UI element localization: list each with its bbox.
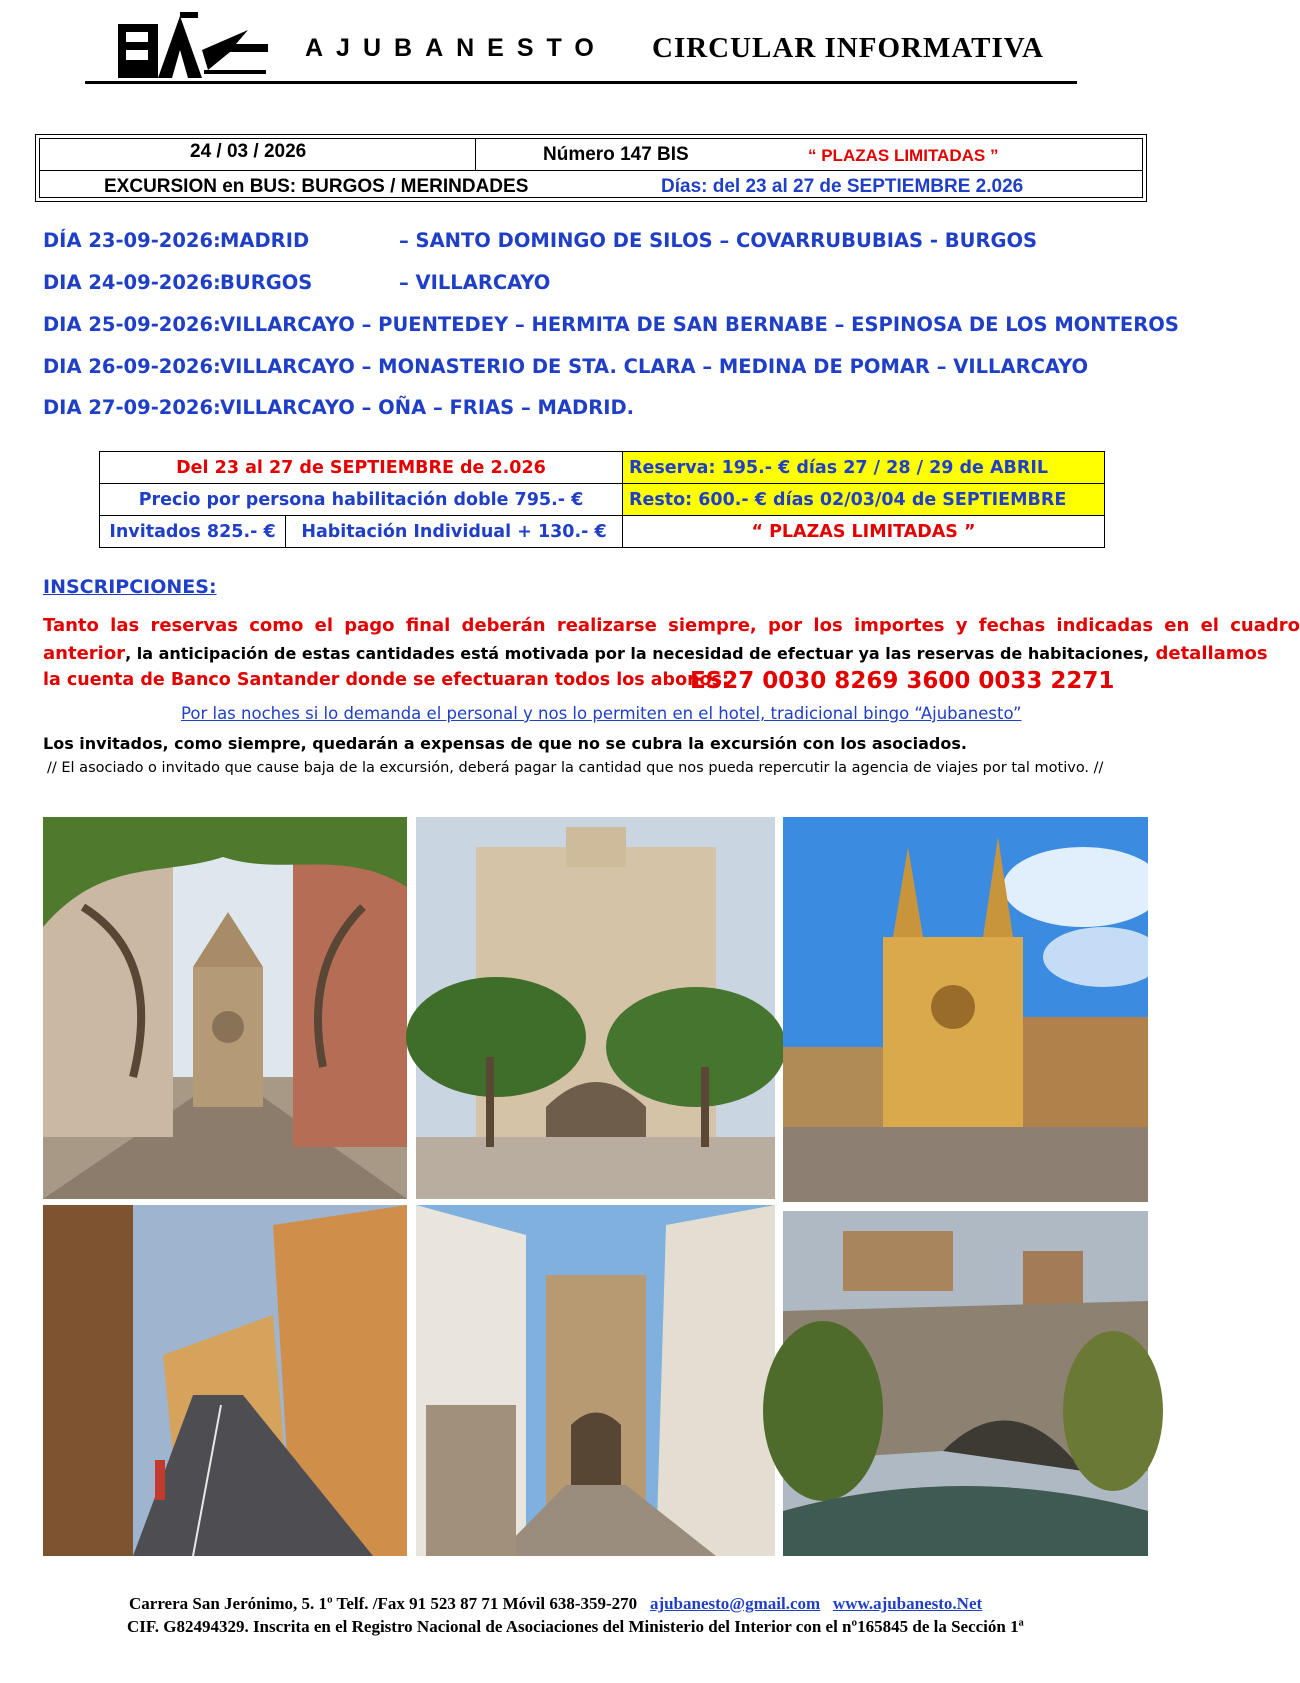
payment-text-red-end: detallamos	[1149, 643, 1268, 664]
photo-burgos-street-cathedral	[43, 817, 407, 1199]
limited-places-note: “ PLAZAS LIMITADAS ”	[808, 146, 999, 165]
bank-iban: ES27 0030 8269 3600 0033 2271	[690, 668, 1115, 694]
org-name: AJUBANESTO	[305, 34, 607, 62]
itinerary-route-cont: – SANTO DOMINGO DE SILOS – COVARRUBUBIAS - BURGOS	[399, 229, 1038, 252]
price-table	[99, 451, 1105, 545]
footer-web-link[interactable]: www.ajubanesto.Net	[832, 1594, 983, 1613]
itinerary-route: VILLARCAYO – MONASTERIO DE STA. CLARA – MEDINA DE POMAR – VILLARCAYO	[220, 355, 1089, 378]
ajubanesto-logo	[118, 10, 268, 80]
info-table-col-divider	[475, 139, 476, 170]
guests-note: Los invitados, como siempre, quedarán a expensas de que no se cubra la excursión con los asociados.	[43, 734, 967, 753]
payment-text-line-2	[43, 643, 1268, 664]
payment-text-line-1: Tanto las reservas como el pago final deberán realizarse siempre, por los importes y fechas indicadas en el cuadro	[43, 615, 1300, 636]
itinerary-date: DIA 24-09-2026:	[43, 271, 221, 294]
payment-text-black: , la anticipación de estas cantidades está motivada por la necesidad de efectuar ya las reservas de habitaciones,	[125, 644, 1150, 663]
footer-email-link[interactable]: ajubanesto@gmail.com	[649, 1594, 821, 1613]
header-rule	[85, 81, 1077, 84]
payment-text-line-3: la cuenta de Banco Santander donde se efectuaran todos los abonos:	[43, 670, 729, 690]
trip-period: Del 23 al 27 de SEPTIEMBRE de 2.026	[100, 452, 623, 484]
excursion-title: EXCURSION en BUS: BURGOS / MERINDADES	[104, 176, 529, 197]
photo-village-street	[43, 1205, 407, 1556]
cancellation-note: // El asociado o invitado que cause baja de la excursión, deberá pagar la cantidad que nos pueda repercutir la agencia de viajes por tal motivo. //	[47, 760, 1104, 776]
itinerary-route: VILLARCAYO – PUENTEDEY – HERMITA DE SAN BERNABE – ESPINOSA DE LOS MONTEROS	[220, 313, 1179, 336]
deposit-terms: Reserva: 195.- € días 27 / 28 / 29 de ABRIL	[623, 452, 1105, 484]
itinerary-date: DIA 25-09-2026:	[43, 313, 221, 336]
photo-arco-santa-maria	[416, 817, 775, 1199]
itinerary-route: BURGOS	[220, 271, 313, 294]
info-table-row-divider	[40, 170, 1142, 171]
footer-contact	[129, 1594, 982, 1614]
bingo-note: Por las noches si lo demanda el personal y nos lo permiten en el hotel, tradicional bingo “Ajubanesto”	[181, 704, 1022, 723]
itinerary-date: DIA 27-09-2026:	[43, 396, 221, 419]
photo-puentedey-natural-bridge	[783, 1211, 1148, 1556]
itinerary-route: MADRID	[220, 229, 310, 252]
itinerary-date: DIA 26-09-2026:	[43, 355, 221, 378]
footer-legal: CIF. G82494329. Inscrita en el Registro Nacional de Asociaciones del Ministerio del Interior con el nº165845 de la Sección 1ª	[127, 1617, 1024, 1636]
itinerary-route: VILLARCAYO – OÑA – FRIAS – MADRID.	[220, 396, 635, 419]
itinerary-route-cont: – VILLARCAYO	[399, 271, 551, 294]
info-table-inner	[39, 138, 1143, 198]
circular-date: 24 / 03 / 2026	[190, 141, 307, 162]
guest-price: Invitados 825.- €	[100, 516, 286, 548]
limited-places-note: “ PLAZAS LIMITADAS ”	[623, 516, 1105, 548]
balance-terms: Resto: 600.- € días 02/03/04 de SEPTIEMBRE	[623, 484, 1105, 516]
doc-type-title: CIRCULAR INFORMATIVA	[652, 32, 1044, 64]
payment-text-red: anterior	[43, 643, 126, 664]
circular-number: Número 147 BIS	[543, 144, 689, 165]
excursion-days: Días: del 23 al 27 de SEPTIEMBRE 2.026	[661, 176, 1024, 197]
photo-leon-cathedral	[783, 817, 1148, 1202]
info-table	[35, 134, 1147, 202]
section-heading-inscripciones: INSCRIPCIONES:	[43, 576, 217, 598]
single-room-supplement: Habitación Individual + 130.- €	[286, 516, 623, 548]
double-room-price: Precio por persona habilitación doble 795.- €	[100, 484, 623, 516]
itinerary-date: DÍA 23-09-2026:	[43, 229, 221, 252]
photo-medieval-alley	[416, 1205, 775, 1556]
footer-address: Carrera San Jerónimo, 5. 1º Telf. /Fax 91 523 87 71 Móvil 638-359-270	[129, 1594, 638, 1613]
